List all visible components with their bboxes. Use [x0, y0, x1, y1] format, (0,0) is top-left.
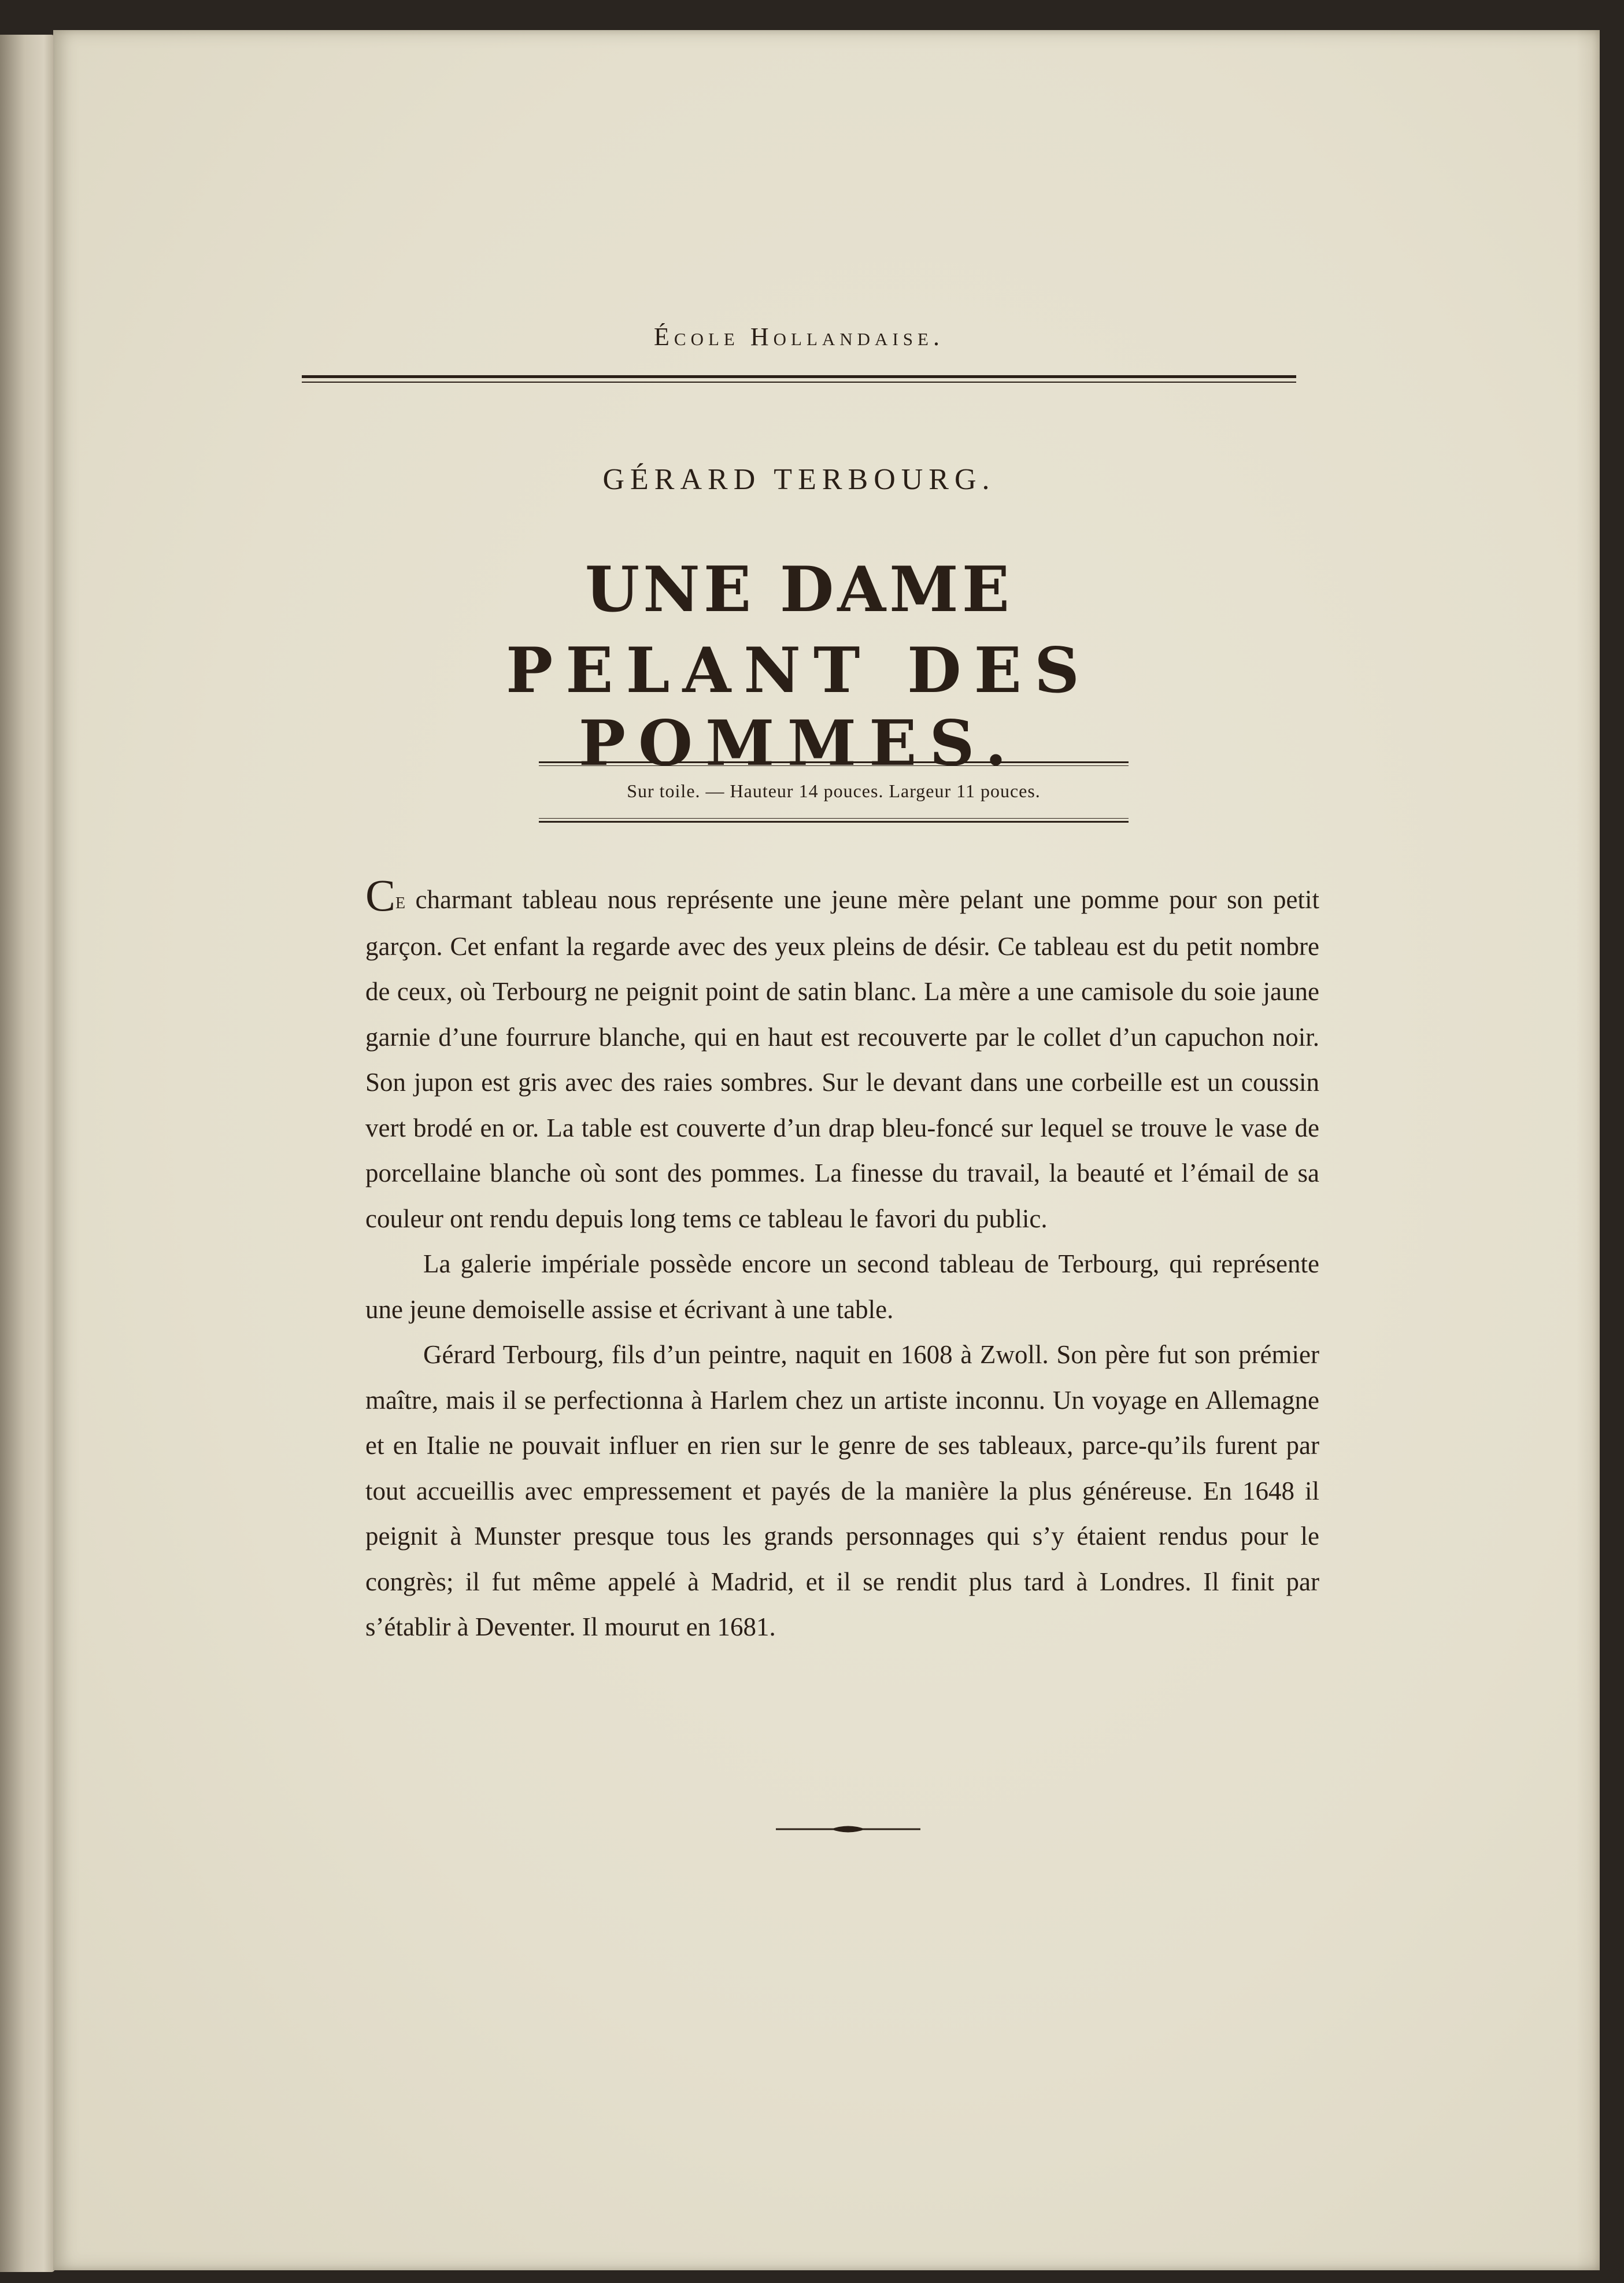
paragraph-1-text: charmant tableau nous représente une jeune mère pelant une pomme pour son petit garçon. Cet enfant la regarde avec des yeux pleins de désir. Ce tableau est du petit nombre de ceux, où Terbourg ne peignit point de satin blanc. La mère a une camisole du soie jaune garnie d’une fourrure blanche, qui en haut est recouverte par le collet d’un capuchon noir. Son jupon est gris avec des raies sombres. Sur le devant dans une corbeille est un coussin vert brodé en or. La table est couverte d’un drap bleu-foncé sur lequel se trouve le vase de porcellaine blanche où sont des pommes. La finesse du travail, la beauté et l’émail de sa couleur ont rendu depuis long tems ce tableau le favori du public.	[365, 885, 1319, 1233]
book-page	[53, 30, 1600, 2270]
school-header: École Hollandaise.	[654, 323, 944, 351]
ornament-icon	[776, 1821, 920, 1838]
artist-name: GÉRARD TERBOURG.	[602, 463, 996, 496]
dimensions-box	[539, 761, 1129, 823]
drop-cap: C	[365, 870, 396, 920]
paragraph-1	[365, 870, 1319, 1241]
title-line-1: UNE DAME	[585, 553, 1013, 626]
paragraph-2: La galerie impériale possède encore un second tableau de Terbourg, qui représente une jeune demoiselle assise et écrivant à une table.	[365, 1249, 1319, 1324]
paragraph-3: Gérard Terbourg, fils d’un peintre, naquit en 1608 à Zwoll. Son père fut son prémier maître, mais il se perfectionna à Harlem chez un artiste inconnu. Un voyage en Allemagne et en Italie ne pouvait influer en rien sur le genre de ses tableaux, parce-qu’ils furent par tout accueillis avec empressement et payés de la manière la plus généreuse. En 1648 il peignit à Munster presque tous les grands personnages qui s’y étaient rendus pour le congrès; il fut même appelé à Madrid, et il se rendit plus tard à Londres. Il finit par s’établir à Deventer. Il mourut en 1681.	[365, 1340, 1319, 1641]
body-text	[365, 870, 1319, 1650]
dimensions-text: Sur toile. — Hauteur 14 pouces. Largeur 11 pouces.	[627, 780, 1041, 801]
header-double-rule	[302, 375, 1296, 383]
previous-page-edge	[0, 35, 55, 2272]
drop-cap-rest: e	[395, 887, 406, 913]
title-line-2: PELANT DES POMMES.	[506, 634, 1092, 780]
